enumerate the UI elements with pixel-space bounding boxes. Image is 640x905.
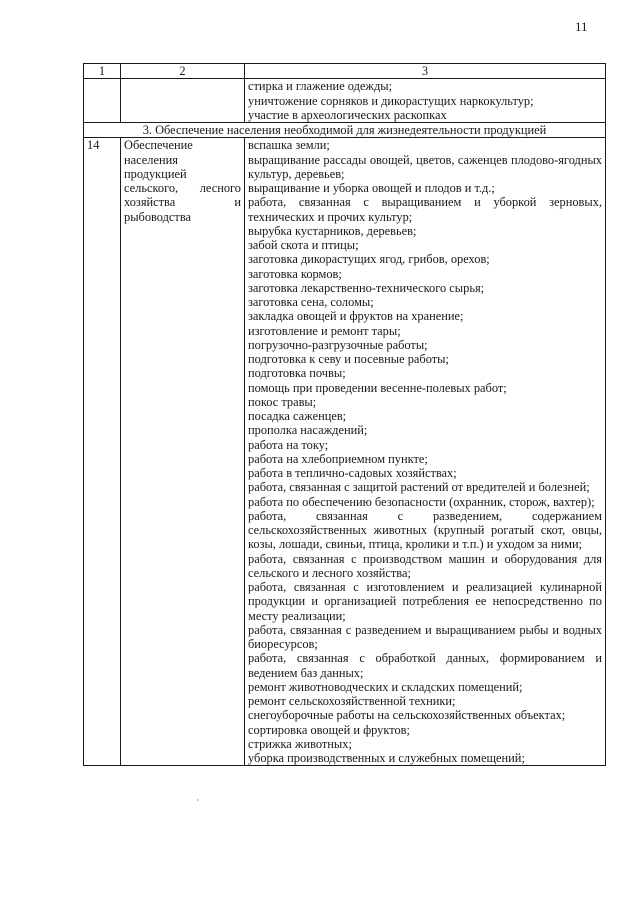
list-item: ремонт сельскохозяйственной техники; xyxy=(248,694,456,708)
list-item: вырубка кустарников, деревьев; xyxy=(248,223,417,238)
list-item: работа, связанная с защитой растений от вредителей и болезней; xyxy=(248,480,590,495)
list-item: вспашка земли; xyxy=(248,138,330,153)
list-item: участие в археологических раскопках xyxy=(248,107,447,122)
row-activity-list xyxy=(245,138,606,766)
list-item: погрузочно-разгрузочные работы; xyxy=(248,337,428,352)
list-item: уборка производственных и служебных помещений; xyxy=(248,751,525,765)
list-item: закладка овощей и фруктов на хранение; xyxy=(248,309,464,324)
row-number: 14 xyxy=(84,138,121,766)
list-item: посадка саженцев; xyxy=(248,409,347,423)
list-item: изготовление и ремонт тары; xyxy=(248,323,401,338)
list-item: помощь при проведении весенне-полевых работ; xyxy=(248,380,507,395)
list-item: выращивание рассады овощей, цветов, саженцев плодово-ягодных культур, деревьев; xyxy=(248,152,602,181)
list-item: прополка насаждений; xyxy=(248,423,368,438)
list-item: заготовка дикорастущих ягод, грибов, орехов; xyxy=(248,252,490,267)
page-number: 11 xyxy=(575,19,588,34)
table-row-continued xyxy=(84,79,606,123)
list-item: ремонт животноводческих и складских помещений; xyxy=(248,679,523,694)
list-item: заготовка сена, соломы; xyxy=(248,295,374,309)
list-item: заготовка лекарственно-технического сырья; xyxy=(248,280,485,295)
list-item: работа, связанная с изготовлением и реализацией кулинарной продукции и организацией потребления ее непосредственно по месту реализации; xyxy=(248,580,602,623)
list-item: работа в теплично-садовых хозяйствах; xyxy=(248,466,457,480)
list-item: работа на току; xyxy=(248,437,329,452)
list-item: работа, связанная с выращиванием и уборкой зерновых, технических и прочих культур; xyxy=(248,195,602,224)
list-item: работа, связанная с разведением и выращиванием рыбы и водных биоресурсов; xyxy=(248,622,602,651)
list-item: работа, связанная с производством машин и оборудования для сельского и лесного хозяйства; xyxy=(248,551,602,580)
list-item: снегоуборочные работы на сельскохозяйственных объектах; xyxy=(248,708,566,723)
header-col-2: 2 xyxy=(121,64,245,79)
list-item: работа на хлебоприемном пункте; xyxy=(248,451,428,466)
continued-items-cell xyxy=(245,79,606,123)
table-header-row xyxy=(84,64,606,79)
table-row-14 xyxy=(84,138,606,766)
list-item: работа по обеспечению безопасности (охранник, сторож, вахтер); xyxy=(248,494,595,509)
header-col-3: 3 xyxy=(245,64,606,79)
row-activity-name: Обеспечение населения продукцией сельского, лесного хозяйства и рыбоводства xyxy=(121,138,245,766)
header-col-1: 1 xyxy=(84,64,121,79)
activities-table xyxy=(83,63,606,766)
continued-name-cell xyxy=(121,79,245,123)
continued-number-cell xyxy=(84,79,121,123)
list-item: забой скота и птицы; xyxy=(248,238,359,252)
list-item: уничтожение сорняков и дикорастущих наркокультур; xyxy=(248,93,534,108)
list-item: работа, связанная с разведением, содержанием сельскохозяйственных животных (крупный рогатый скот, овцы, козы, лошади, свиньи, птица, кролики и т.п.) и уходом за ними; xyxy=(248,508,602,552)
list-item: сортировка овощей и фруктов; xyxy=(248,722,410,737)
section-row xyxy=(84,123,606,138)
list-item: заготовка кормов; xyxy=(248,266,342,281)
list-item: стрижка животных; xyxy=(248,736,352,751)
list-item: стирка и глажение одежды; xyxy=(248,79,393,94)
list-item: подготовка к севу и посевные работы; xyxy=(248,352,449,366)
scan-speck xyxy=(197,799,199,801)
list-item: покос травы; xyxy=(248,394,317,409)
list-item: работа, связанная с обработкой данных, формированием и ведением баз данных; xyxy=(248,651,602,680)
list-item: выращивание и уборка овощей и плодов и т.д.; xyxy=(248,181,495,195)
section-title: 3. Обеспечение населения необходимой для жизнедеятельности продукцией xyxy=(84,123,606,138)
list-item: подготовка почвы; xyxy=(248,366,346,381)
